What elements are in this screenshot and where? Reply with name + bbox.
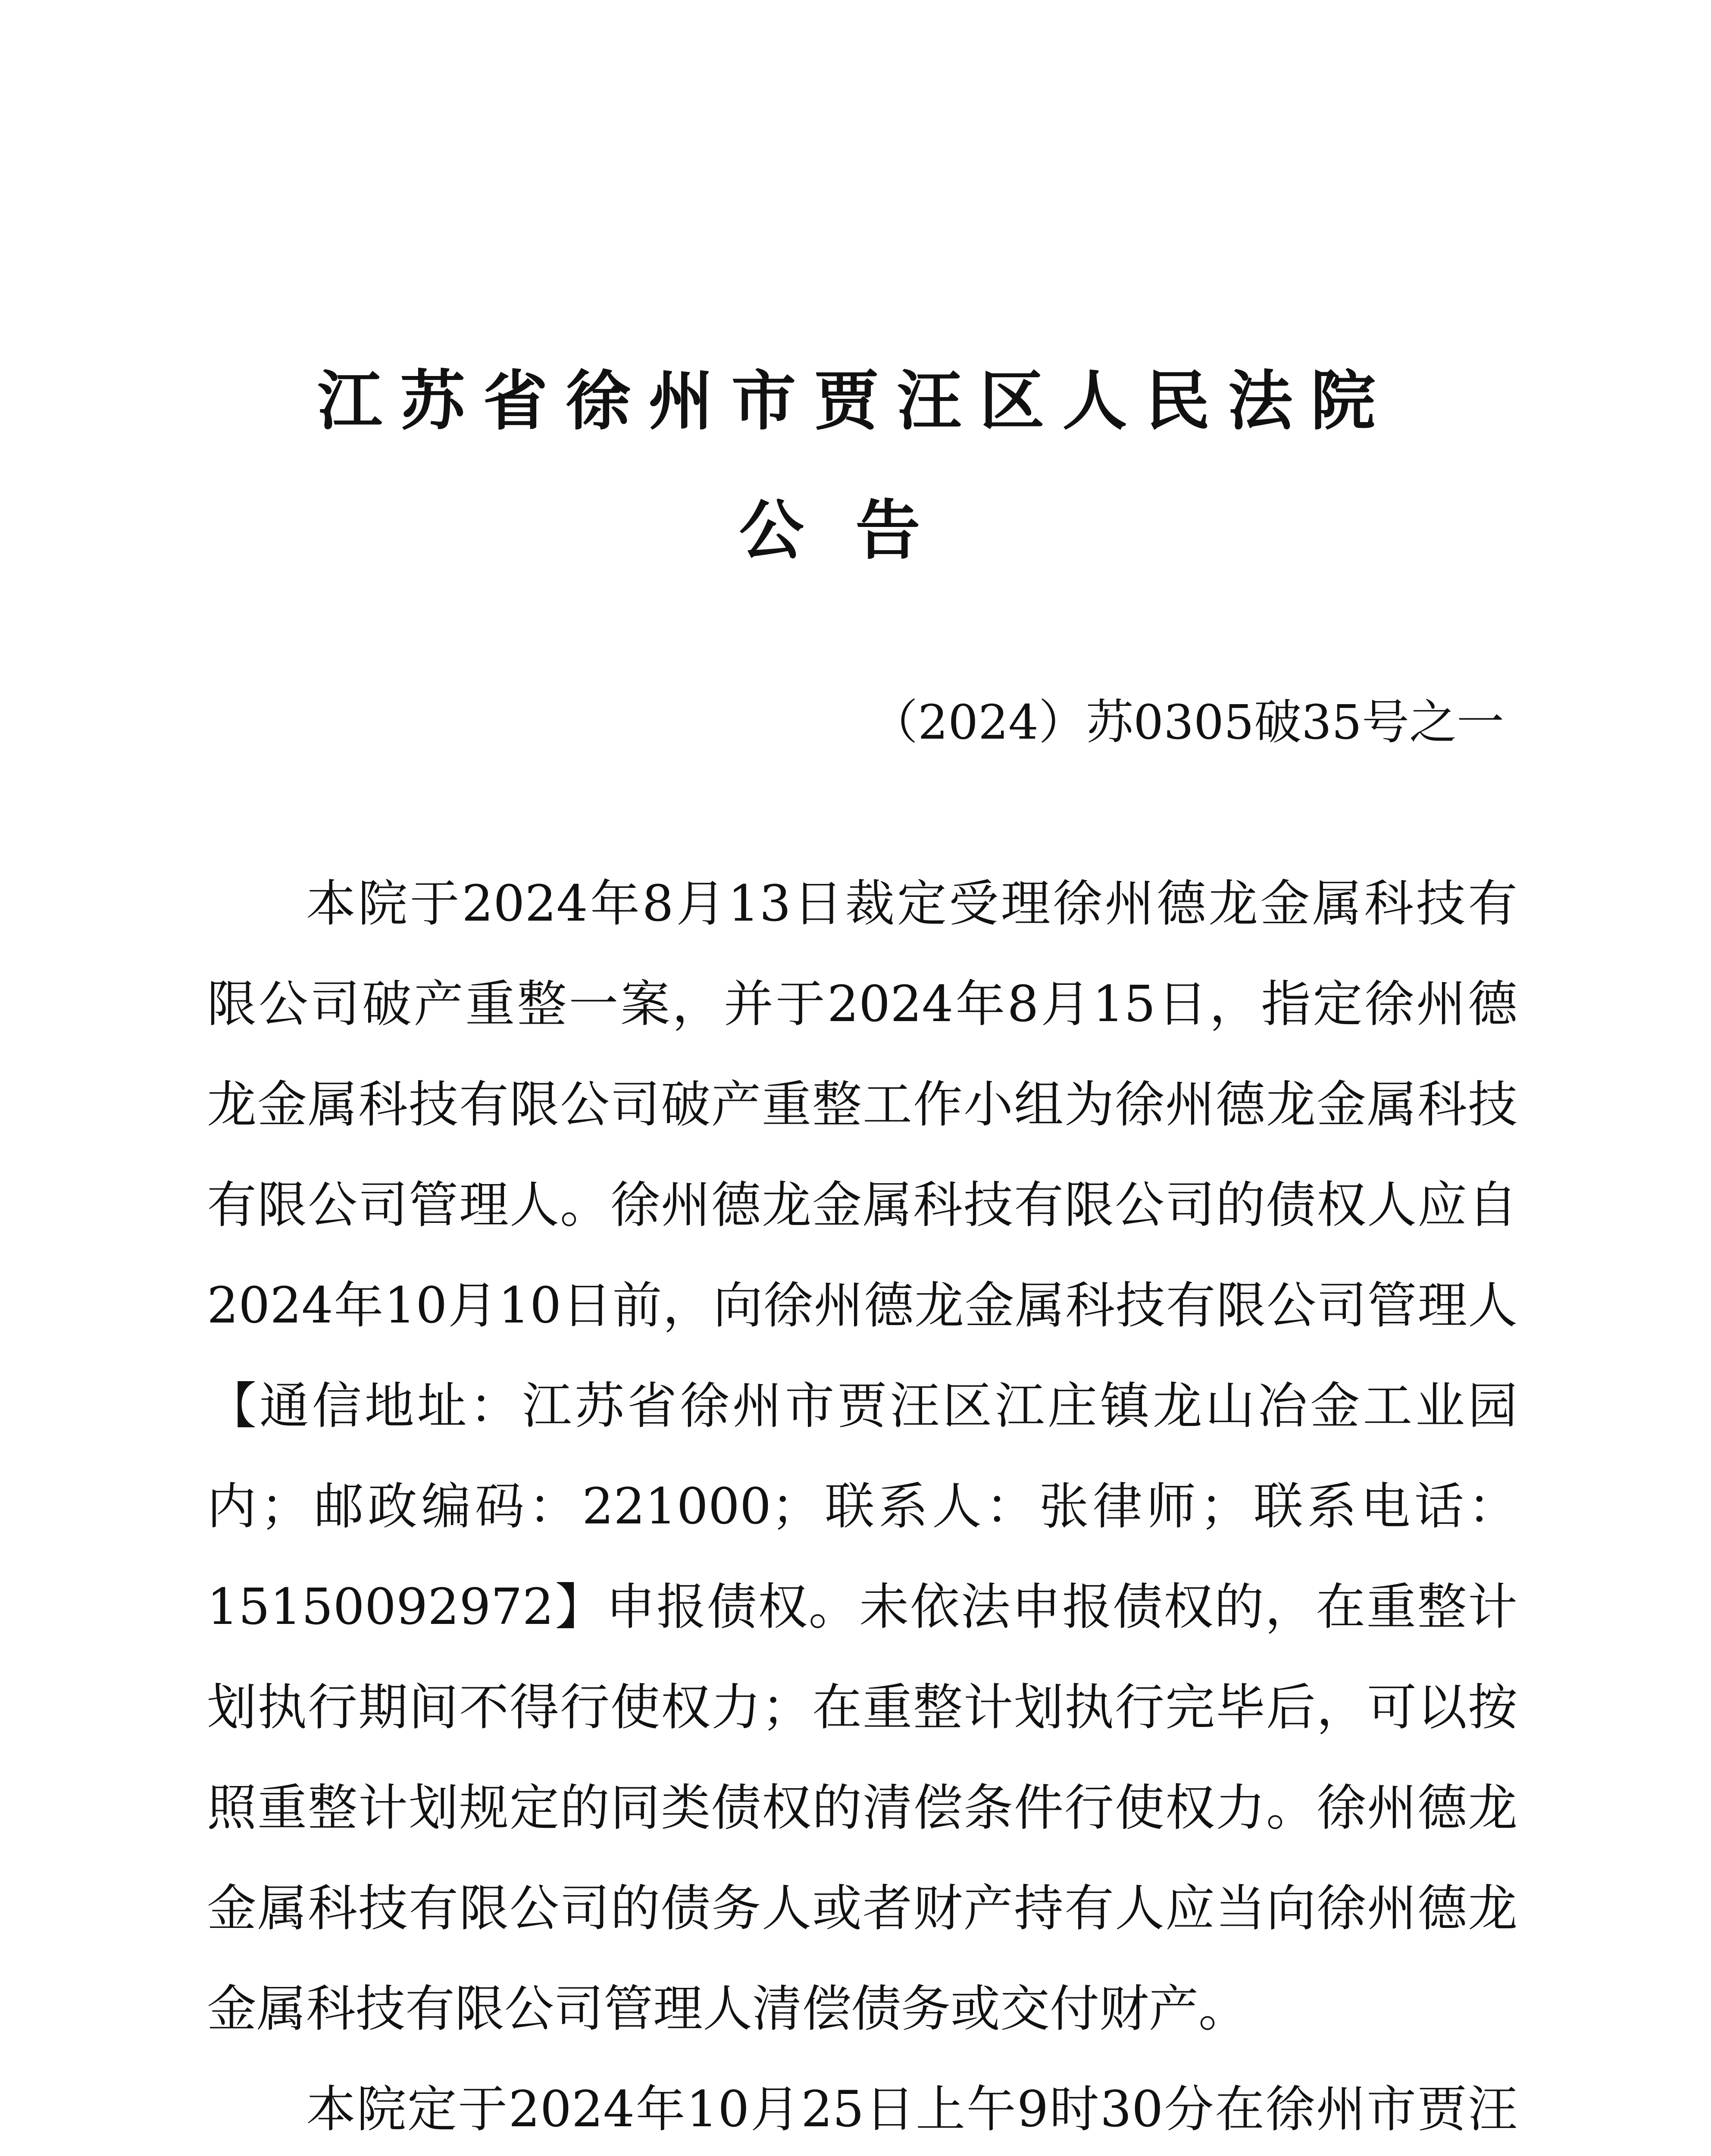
- case-number: （2024）苏0305破35号之一: [870, 695, 1504, 750]
- body-paragraph-2: 本院定于2024年10月25日上午9时30分在徐州市贾汪: [306, 2081, 1517, 2138]
- court-name-heading: 江苏省徐州市贾汪区人民法院: [317, 363, 1394, 439]
- announcement-body: [207, 854, 1517, 2156]
- document-type-heading: 公告: [739, 492, 972, 568]
- body-paragraph-1: 本院于2024年8月13日裁定受理徐州德龙金属科技有限公司破产重整一案，并于2024年8月15日，指定徐州德龙金属科技有限公司破产重整工作小组为徐州德龙金属科技有限公司管理人。徐州德龙金属科技有限公司的债权人应自2024年10月10日前，向徐州德龙金属科技有限公司管理人【通信地址：江苏省徐州市贾汪区江庄镇龙山冶金工业园内；邮政编码：221000；联系人：张律师；联系电话：15150092972】申报债权。未依法申报债权的，在重整计划执行期间不得行使权力；在重整计划执行完毕后，可以按照重整计划规定的同类债权的清偿条件行使权力。徐州德龙金属科技有限公司的债务人或者财产持有人应当向徐州德龙金属科技有限公司管理人清偿债务或交付财产。: [207, 875, 1517, 2038]
